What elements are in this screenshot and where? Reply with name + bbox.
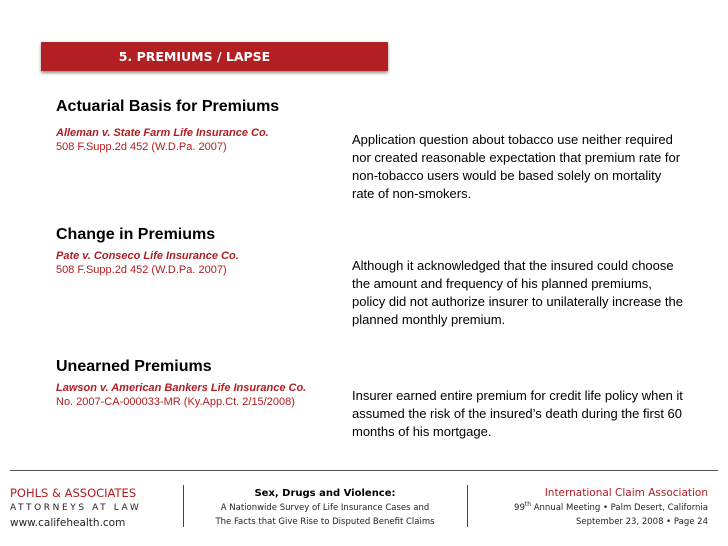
footer-separator	[467, 485, 468, 527]
meeting-block	[514, 486, 708, 529]
meeting-number: 99	[514, 503, 525, 513]
case-description: Application question about tobacco use neither required nor created reasonable expectation that premium rate for non-tobacco users would be based solely on mortality rate of non-smokers.	[352, 132, 681, 201]
date-page: September 23, 2008 • Page 24	[575, 517, 708, 527]
case-citation: No. 2007-CA-000033-MR (Ky.App.Ct. 2/15/2008)	[56, 396, 295, 408]
banner-title: 5. PREMIUMS / LAPSE	[118, 49, 271, 64]
meeting-ordinal: th	[524, 501, 532, 509]
firm-block	[10, 486, 141, 530]
case-description: Although it acknowledged that the insured could choose the amount and frequency of his planned premiums, policy did not authorize insurer to unilaterally increase the planned monthly premium.	[352, 258, 683, 327]
firm-subtitle: ATTORNEYS AT LAW	[10, 503, 142, 513]
case-citation: 508 F.Supp.2d 452 (W.D.Pa. 2007)	[56, 141, 227, 153]
footer-divider	[10, 470, 718, 471]
case-citation: 508 F.Supp.2d 452 (W.D.Pa. 2007)	[56, 264, 227, 276]
presentation-title-block	[186, 486, 464, 529]
case-name: Alleman v. State Farm Life Insurance Co.	[56, 127, 269, 139]
case-name: Pate v. Conseco Life Insurance Co.	[56, 250, 239, 262]
case-description: Insurer earned entire premium for credit life policy when it assumed the risk of the insured’s death during the first 60 months of his mortgage.	[352, 388, 683, 439]
meeting-location: Annual Meeting • Palm Desert, California	[531, 503, 708, 513]
case-name: Lawson v. American Bankers Life Insurance Co.	[56, 382, 307, 394]
firm-url[interactable]: www.califehealth.com	[10, 517, 126, 529]
meeting-info	[514, 501, 708, 515]
association-name: International Claim Association	[544, 487, 708, 499]
section-title: Unearned Premiums	[56, 358, 212, 375]
presentation-subtitle-line1: A Nationwide Survey of Life Insurance Cases and	[220, 503, 430, 513]
section-banner	[41, 42, 388, 71]
footer-separator	[183, 485, 184, 527]
presentation-subtitle-line2: The Facts that Give Rise to Disputed Benefit Claims	[215, 517, 435, 527]
section-title: Change in Premiums	[56, 226, 216, 243]
firm-name: POHLS & ASSOCIATES	[10, 486, 137, 500]
presentation-title: Sex, Drugs and Violence:	[254, 488, 396, 499]
section-title: Actuarial Basis for Premiums	[56, 98, 280, 115]
